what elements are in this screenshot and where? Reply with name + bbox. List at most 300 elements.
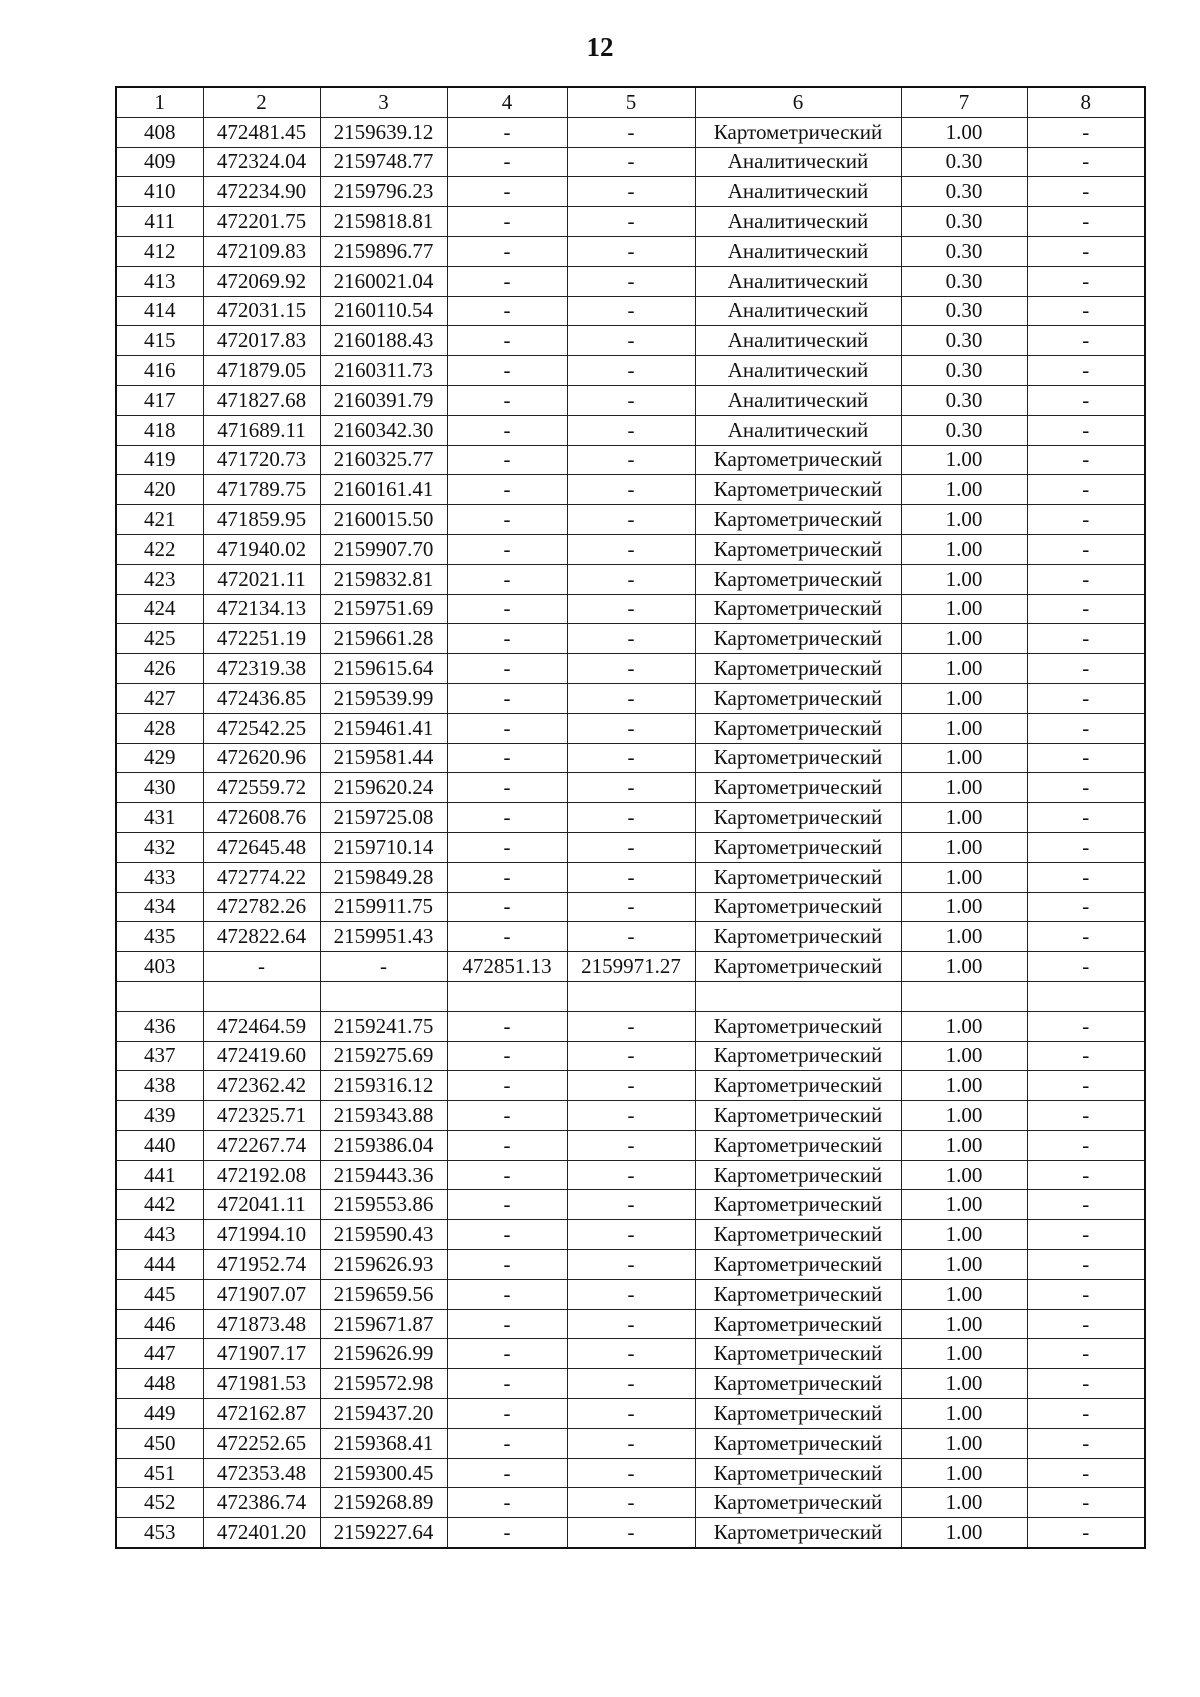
y-coordinate-cell: 2159386.04 [320, 1130, 447, 1160]
note-cell: - [1027, 1190, 1145, 1220]
table-row [116, 1399, 1145, 1429]
y-coordinate-cell: 2160015.50 [320, 505, 447, 535]
table-row [116, 1011, 1145, 1041]
y-coordinate-cell: 2159241.75 [320, 1011, 447, 1041]
table-row [116, 1309, 1145, 1339]
method-cell: Картометрический [695, 892, 901, 922]
point-number-cell: 428 [116, 713, 203, 743]
x-alt-coordinate-cell: - [447, 1190, 567, 1220]
x-coordinate-cell: 472774.22 [203, 862, 320, 892]
note-cell: - [1027, 803, 1145, 833]
y-coordinate-cell: 2159907.70 [320, 534, 447, 564]
table-row [116, 1041, 1145, 1071]
note-cell: - [1027, 1011, 1145, 1041]
accuracy-cell: 0.30 [901, 356, 1027, 386]
note-cell: - [1027, 1488, 1145, 1518]
accuracy-cell: 1.00 [901, 534, 1027, 564]
table-row [116, 236, 1145, 266]
accuracy-cell: 1.00 [901, 892, 1027, 922]
point-number-cell: 442 [116, 1190, 203, 1220]
x-alt-coordinate-cell: - [447, 1458, 567, 1488]
point-number-cell: 427 [116, 683, 203, 713]
y-coordinate-cell: 2159818.81 [320, 207, 447, 237]
note-cell: - [1027, 1428, 1145, 1458]
table-row [116, 1369, 1145, 1399]
method-cell: Аналитический [695, 266, 901, 296]
accuracy-cell: 0.30 [901, 147, 1027, 177]
table-row [116, 743, 1145, 773]
point-number-cell: 417 [116, 385, 203, 415]
point-number-cell: 403 [116, 952, 203, 982]
x-alt-coordinate-cell: - [447, 1071, 567, 1101]
x-coordinate-cell: 472109.83 [203, 236, 320, 266]
x-coordinate-cell: 472822.64 [203, 922, 320, 952]
y-alt-coordinate-cell: - [567, 922, 695, 952]
method-cell: Картометрический [695, 862, 901, 892]
x-coordinate-cell: 472192.08 [203, 1160, 320, 1190]
y-alt-coordinate-cell: - [567, 207, 695, 237]
method-cell: Картометрический [695, 1399, 901, 1429]
note-cell: - [1027, 892, 1145, 922]
table-row [116, 117, 1145, 147]
method-cell: Картометрический [695, 803, 901, 833]
accuracy-cell: 1.00 [901, 445, 1027, 475]
y-alt-coordinate-cell: - [567, 534, 695, 564]
note-cell: - [1027, 1309, 1145, 1339]
table-row [116, 773, 1145, 803]
x-coordinate-cell: 472017.83 [203, 326, 320, 356]
accuracy-cell: 1.00 [901, 624, 1027, 654]
method-cell: Картометрический [695, 624, 901, 654]
y-alt-coordinate-cell: - [567, 356, 695, 386]
x-coordinate-cell: 472021.11 [203, 564, 320, 594]
point-number-cell: 419 [116, 445, 203, 475]
point-number-cell: 448 [116, 1369, 203, 1399]
point-number-cell: 440 [116, 1130, 203, 1160]
point-number-cell: 414 [116, 296, 203, 326]
y-alt-coordinate-cell: - [567, 147, 695, 177]
y-coordinate-cell: 2160188.43 [320, 326, 447, 356]
method-cell: Картометрический [695, 922, 901, 952]
y-coordinate-cell: 2160311.73 [320, 356, 447, 386]
accuracy-cell: 1.00 [901, 952, 1027, 982]
column-header: 6 [695, 87, 901, 117]
method-cell: Картометрический [695, 1130, 901, 1160]
x-alt-coordinate-cell: - [447, 177, 567, 207]
method-cell: Картометрический [695, 445, 901, 475]
accuracy-cell: 1.00 [901, 683, 1027, 713]
y-coordinate-cell: 2159343.88 [320, 1101, 447, 1131]
note-cell: - [1027, 743, 1145, 773]
method-cell: Картометрический [695, 564, 901, 594]
note-cell: - [1027, 207, 1145, 237]
y-coordinate-cell: 2159896.77 [320, 236, 447, 266]
x-alt-coordinate-cell: - [447, 445, 567, 475]
method-cell: Картометрический [695, 1488, 901, 1518]
y-alt-coordinate-cell: - [567, 1369, 695, 1399]
note-cell: - [1027, 445, 1145, 475]
x-coordinate-cell: 471879.05 [203, 356, 320, 386]
method-cell: Картометрический [695, 683, 901, 713]
y-alt-coordinate-cell: - [567, 415, 695, 445]
y-alt-coordinate-cell: - [567, 773, 695, 803]
y-coordinate-cell: 2159748.77 [320, 147, 447, 177]
y-alt-coordinate-cell: - [567, 1190, 695, 1220]
y-alt-coordinate-cell: - [567, 654, 695, 684]
point-number-cell: 416 [116, 356, 203, 386]
method-cell: Картометрический [695, 654, 901, 684]
accuracy-cell: 0.30 [901, 236, 1027, 266]
point-number-cell: 433 [116, 862, 203, 892]
table-row [116, 1190, 1145, 1220]
column-header: 4 [447, 87, 567, 117]
x-alt-coordinate-cell: - [447, 117, 567, 147]
accuracy-cell: 1.00 [901, 1250, 1027, 1280]
note-cell: - [1027, 1458, 1145, 1488]
note-cell: - [1027, 534, 1145, 564]
note-cell: - [1027, 1160, 1145, 1190]
accuracy-cell: 1.00 [901, 803, 1027, 833]
point-number-cell: 426 [116, 654, 203, 684]
table-row [116, 1071, 1145, 1101]
x-alt-coordinate-cell: - [447, 1011, 567, 1041]
method-cell: Аналитический [695, 207, 901, 237]
y-alt-coordinate-cell: - [567, 1399, 695, 1429]
y-alt-coordinate-cell: - [567, 177, 695, 207]
table-row [116, 1458, 1145, 1488]
point-number-cell: 410 [116, 177, 203, 207]
x-coordinate-cell: 471994.10 [203, 1220, 320, 1250]
y-alt-coordinate-cell: - [567, 505, 695, 535]
x-coordinate-cell: 472608.76 [203, 803, 320, 833]
y-alt-coordinate-cell: - [567, 1518, 695, 1548]
point-number-cell: 450 [116, 1428, 203, 1458]
method-cell: Картометрический [695, 1309, 901, 1339]
x-coordinate-cell: 472386.74 [203, 1488, 320, 1518]
x-coordinate-cell: 472464.59 [203, 1011, 320, 1041]
note-cell: - [1027, 1220, 1145, 1250]
y-coordinate-cell: 2159590.43 [320, 1220, 447, 1250]
method-cell: Картометрический [695, 1220, 901, 1250]
table-row [116, 326, 1145, 356]
y-coordinate-cell: 2159725.08 [320, 803, 447, 833]
method-cell: Картометрический [695, 1160, 901, 1190]
x-alt-coordinate-cell: - [447, 1130, 567, 1160]
x-coordinate-cell: 472401.20 [203, 1518, 320, 1548]
x-alt-coordinate-cell: - [447, 564, 567, 594]
note-cell: - [1027, 385, 1145, 415]
note-cell: - [1027, 832, 1145, 862]
method-cell: Картометрический [695, 1279, 901, 1309]
method-cell: Картометрический [695, 1458, 901, 1488]
table-row [116, 1101, 1145, 1131]
point-number-cell: 445 [116, 1279, 203, 1309]
y-coordinate-cell: 2159539.99 [320, 683, 447, 713]
accuracy-cell: 1.00 [901, 1220, 1027, 1250]
x-coordinate-cell: 472481.45 [203, 117, 320, 147]
note-cell: - [1027, 624, 1145, 654]
note-cell: - [1027, 1339, 1145, 1369]
y-alt-coordinate-cell: - [567, 296, 695, 326]
x-coordinate-cell: 472325.71 [203, 1101, 320, 1131]
x-alt-coordinate-cell: - [447, 236, 567, 266]
y-alt-coordinate-cell: - [567, 1428, 695, 1458]
y-coordinate-cell: 2159300.45 [320, 1458, 447, 1488]
y-coordinate-cell: 2160325.77 [320, 445, 447, 475]
table-header [116, 87, 1145, 117]
accuracy-cell: 0.30 [901, 296, 1027, 326]
note-cell: - [1027, 356, 1145, 386]
accuracy-cell: 0.30 [901, 326, 1027, 356]
x-alt-coordinate-cell: - [447, 803, 567, 833]
x-alt-coordinate-cell: - [447, 654, 567, 684]
method-cell: Картометрический [695, 1190, 901, 1220]
y-coordinate-cell [320, 981, 447, 1011]
method-cell: Картометрический [695, 1101, 901, 1131]
note-cell: - [1027, 654, 1145, 684]
x-alt-coordinate-cell: - [447, 683, 567, 713]
note-cell: - [1027, 1518, 1145, 1548]
point-number-cell: 443 [116, 1220, 203, 1250]
point-number-cell: 409 [116, 147, 203, 177]
y-coordinate-cell: 2159368.41 [320, 1428, 447, 1458]
x-alt-coordinate-cell: - [447, 1399, 567, 1429]
page-number: 12 [586, 32, 614, 62]
x-alt-coordinate-cell: - [447, 1250, 567, 1280]
x-coordinate-cell: 471981.53 [203, 1369, 320, 1399]
x-coordinate-cell: 472542.25 [203, 713, 320, 743]
table-row [116, 624, 1145, 654]
x-coordinate-cell: 472041.11 [203, 1190, 320, 1220]
x-coordinate-cell [203, 981, 320, 1011]
y-alt-coordinate-cell: 2159971.27 [567, 952, 695, 982]
table-row [116, 445, 1145, 475]
x-coordinate-cell: 471827.68 [203, 385, 320, 415]
point-number-cell: 451 [116, 1458, 203, 1488]
table-row [116, 803, 1145, 833]
table-row [116, 1160, 1145, 1190]
x-coordinate-cell: 472252.65 [203, 1428, 320, 1458]
point-number-cell: 431 [116, 803, 203, 833]
y-coordinate-cell: 2159911.75 [320, 892, 447, 922]
point-number-cell: 411 [116, 207, 203, 237]
x-alt-coordinate-cell: - [447, 534, 567, 564]
y-coordinate-cell: 2159437.20 [320, 1399, 447, 1429]
table-row [116, 356, 1145, 386]
note-cell [1027, 981, 1145, 1011]
y-alt-coordinate-cell: - [567, 683, 695, 713]
table-row [116, 564, 1145, 594]
point-number-cell: 430 [116, 773, 203, 803]
method-cell: Картометрический [695, 1339, 901, 1369]
y-alt-coordinate-cell: - [567, 236, 695, 266]
accuracy-cell: 1.00 [901, 1130, 1027, 1160]
point-number-cell: 418 [116, 415, 203, 445]
x-alt-coordinate-cell: - [447, 624, 567, 654]
note-cell: - [1027, 1369, 1145, 1399]
method-cell: Аналитический [695, 415, 901, 445]
accuracy-cell: 0.30 [901, 177, 1027, 207]
table-row [116, 296, 1145, 326]
y-coordinate-cell: 2160021.04 [320, 266, 447, 296]
x-alt-coordinate-cell: - [447, 1518, 567, 1548]
x-alt-coordinate-cell: - [447, 385, 567, 415]
method-cell: Картометрический [695, 1011, 901, 1041]
accuracy-cell: 1.00 [901, 1011, 1027, 1041]
y-alt-coordinate-cell: - [567, 1309, 695, 1339]
x-alt-coordinate-cell: - [447, 594, 567, 624]
table-row [116, 266, 1145, 296]
y-alt-coordinate-cell: - [567, 326, 695, 356]
x-alt-coordinate-cell: - [447, 1369, 567, 1399]
x-coordinate-cell: 472353.48 [203, 1458, 320, 1488]
accuracy-cell: 1.00 [901, 1458, 1027, 1488]
table-row [116, 1130, 1145, 1160]
table-row [116, 981, 1145, 1011]
table-row [116, 207, 1145, 237]
note-cell: - [1027, 266, 1145, 296]
table-row [116, 534, 1145, 564]
y-coordinate-cell: 2159620.24 [320, 773, 447, 803]
y-coordinate-cell: 2159581.44 [320, 743, 447, 773]
column-header: 5 [567, 87, 695, 117]
y-alt-coordinate-cell: - [567, 117, 695, 147]
y-coordinate-cell: 2159553.86 [320, 1190, 447, 1220]
note-cell: - [1027, 1130, 1145, 1160]
column-header: 3 [320, 87, 447, 117]
accuracy-cell: 1.00 [901, 1041, 1027, 1071]
table-body [116, 117, 1145, 1548]
y-coordinate-cell: 2159659.56 [320, 1279, 447, 1309]
x-coordinate-cell: 471940.02 [203, 534, 320, 564]
x-alt-coordinate-cell: - [447, 415, 567, 445]
accuracy-cell: 1.00 [901, 743, 1027, 773]
accuracy-cell: 1.00 [901, 1160, 1027, 1190]
x-alt-coordinate-cell: - [447, 1101, 567, 1131]
accuracy-cell: 1.00 [901, 1101, 1027, 1131]
method-cell: Картометрический [695, 743, 901, 773]
y-coordinate-cell: 2159227.64 [320, 1518, 447, 1548]
accuracy-cell: 1.00 [901, 713, 1027, 743]
x-coordinate-cell: 472436.85 [203, 683, 320, 713]
y-coordinate-cell: 2159316.12 [320, 1071, 447, 1101]
column-header: 7 [901, 87, 1027, 117]
y-coordinate-cell: 2160110.54 [320, 296, 447, 326]
note-cell: - [1027, 564, 1145, 594]
note-cell: - [1027, 475, 1145, 505]
x-coordinate-cell: 472267.74 [203, 1130, 320, 1160]
x-alt-coordinate-cell: - [447, 1309, 567, 1339]
x-coordinate-cell: 472319.38 [203, 654, 320, 684]
x-alt-coordinate-cell: - [447, 1339, 567, 1369]
note-cell: - [1027, 1101, 1145, 1131]
table-row [116, 952, 1145, 982]
note-cell: - [1027, 1399, 1145, 1429]
method-cell: Аналитический [695, 177, 901, 207]
table-row [116, 1250, 1145, 1280]
note-cell: - [1027, 415, 1145, 445]
note-cell: - [1027, 117, 1145, 147]
y-alt-coordinate-cell: - [567, 475, 695, 505]
y-coordinate-cell: 2159710.14 [320, 832, 447, 862]
y-coordinate-cell: 2159626.93 [320, 1250, 447, 1280]
accuracy-cell: 1.00 [901, 773, 1027, 803]
y-alt-coordinate-cell: - [567, 832, 695, 862]
accuracy-cell: 0.30 [901, 385, 1027, 415]
y-coordinate-cell: 2159615.64 [320, 654, 447, 684]
x-coordinate-cell: 472419.60 [203, 1041, 320, 1071]
accuracy-cell: 1.00 [901, 1339, 1027, 1369]
y-coordinate-cell: - [320, 952, 447, 982]
x-coordinate-cell: 472362.42 [203, 1071, 320, 1101]
x-alt-coordinate-cell: - [447, 1041, 567, 1071]
method-cell: Аналитический [695, 236, 901, 266]
x-alt-coordinate-cell [447, 981, 567, 1011]
x-alt-coordinate-cell: - [447, 1428, 567, 1458]
note-cell: - [1027, 177, 1145, 207]
accuracy-cell: 1.00 [901, 1428, 1027, 1458]
note-cell: - [1027, 1250, 1145, 1280]
note-cell: - [1027, 1071, 1145, 1101]
x-coordinate-cell: 472162.87 [203, 1399, 320, 1429]
method-cell: Аналитический [695, 385, 901, 415]
x-alt-coordinate-cell: - [447, 147, 567, 177]
table-row [116, 1220, 1145, 1250]
method-cell: Картометрический [695, 505, 901, 535]
x-alt-coordinate-cell: - [447, 1279, 567, 1309]
y-coordinate-cell: 2160161.41 [320, 475, 447, 505]
method-cell: Картометрический [695, 832, 901, 862]
x-alt-coordinate-cell: - [447, 892, 567, 922]
x-alt-coordinate-cell: - [447, 475, 567, 505]
y-coordinate-cell: 2160342.30 [320, 415, 447, 445]
accuracy-cell: 1.00 [901, 475, 1027, 505]
x-coordinate-cell: 472234.90 [203, 177, 320, 207]
table-row [116, 475, 1145, 505]
y-alt-coordinate-cell: - [567, 1011, 695, 1041]
method-cell: Картометрический [695, 1041, 901, 1071]
header-row [116, 87, 1145, 117]
table-row [116, 862, 1145, 892]
point-number-cell: 453 [116, 1518, 203, 1548]
accuracy-cell: 1.00 [901, 594, 1027, 624]
point-number-cell: 439 [116, 1101, 203, 1131]
point-number-cell: 452 [116, 1488, 203, 1518]
y-alt-coordinate-cell: - [567, 1488, 695, 1518]
method-cell: Картометрический [695, 1071, 901, 1101]
x-alt-coordinate-cell: - [447, 207, 567, 237]
table-row [116, 713, 1145, 743]
y-alt-coordinate-cell: - [567, 862, 695, 892]
table-row [116, 415, 1145, 445]
y-alt-coordinate-cell: - [567, 594, 695, 624]
method-cell: Картометрический [695, 713, 901, 743]
point-number-cell [116, 981, 203, 1011]
y-alt-coordinate-cell: - [567, 1130, 695, 1160]
column-header: 2 [203, 87, 320, 117]
accuracy-cell: 1.00 [901, 1071, 1027, 1101]
accuracy-cell: 1.00 [901, 505, 1027, 535]
table-row [116, 1518, 1145, 1548]
x-coordinate-cell: 472069.92 [203, 266, 320, 296]
y-alt-coordinate-cell: - [567, 266, 695, 296]
accuracy-cell: 0.30 [901, 266, 1027, 296]
y-coordinate-cell: 2159268.89 [320, 1488, 447, 1518]
accuracy-cell: 1.00 [901, 1369, 1027, 1399]
y-coordinate-cell: 2159443.36 [320, 1160, 447, 1190]
point-number-cell: 441 [116, 1160, 203, 1190]
accuracy-cell: 1.00 [901, 1518, 1027, 1548]
